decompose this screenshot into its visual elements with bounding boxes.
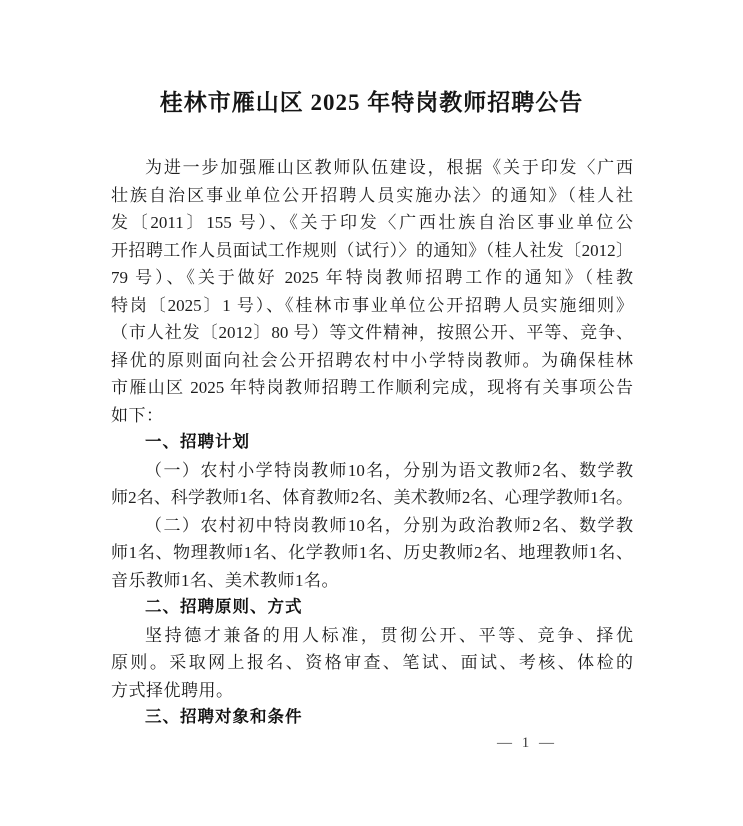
paragraph-line: 如下： xyxy=(111,405,164,425)
document-body xyxy=(111,154,633,732)
paragraph-line: 开招聘工作人员面试工作规则（试行）〉的通知》（桂人社发〔2012〕 xyxy=(111,240,633,260)
paragraph-line: 坚持德才兼备的用人标准，贯彻公开、平等、竞争、择优 xyxy=(145,625,633,645)
paragraph-line: 壮族自治区事业单位公开招聘人员实施办法〉的通知》（桂人社 xyxy=(111,185,633,205)
section-heading-1: 一、招聘计划 xyxy=(145,433,250,451)
section-heading-3: 三、招聘对象和条件 xyxy=(145,708,303,726)
paragraph-line: 为进一步加强雁山区教师队伍建设，根据《关于印发〈广西 xyxy=(145,158,633,177)
paragraph-line: 特岗〔2025〕1 号）、《桂林市事业单位公开招聘人员实施细则》 xyxy=(111,295,633,315)
paragraph-line: 师1名、物理教师1名、化学教师1名、历史教师2名、地理教师1名、 xyxy=(111,543,633,562)
paragraph-line: 方式择优聘用。 xyxy=(111,680,234,700)
paragraph-line: 市雁山区 2025 年特岗教师招聘工作顺利完成，现将有关事项公告 xyxy=(111,378,633,397)
document-title: 桂林市雁山区 2025 年特岗教师招聘公告 xyxy=(159,90,584,115)
paragraph-line: 师2名、科学教师1名、体育教师2名、美术教师2名、心理学教师1名。 xyxy=(111,488,633,507)
paragraph-line: 发〔2011〕155 号）、《关于印发〈广西壮族自治区事业单位公 xyxy=(111,213,633,232)
paragraph-line: 音乐教师1名、美术教师1名。 xyxy=(111,570,339,590)
paragraph-line: （一）农村小学特岗教师10名，分别为语文教师2名、数学教 xyxy=(145,460,633,480)
paragraph-line: （市人社发〔2012〕80 号）等文件精神，按照公开、平等、竞争、 xyxy=(111,323,633,342)
section-heading-2: 二、招聘原则、方式 xyxy=(145,598,303,616)
paragraph-line: 原则。采取网上报名、资格审查、笔试、面试、考核、体检的 xyxy=(111,653,633,672)
paragraph-line: 79 号）、《关于做好 2025 年特岗教师招聘工作的通知》（桂教 xyxy=(111,268,633,287)
paragraph-line: 择优的原则面向社会公开招聘农村中小学特岗教师。为确保桂林 xyxy=(111,350,633,370)
page-number: — 1 — xyxy=(497,735,557,751)
paragraph-line: （二）农村初中特岗教师10名，分别为政治教师2名、数学教 xyxy=(145,515,633,535)
